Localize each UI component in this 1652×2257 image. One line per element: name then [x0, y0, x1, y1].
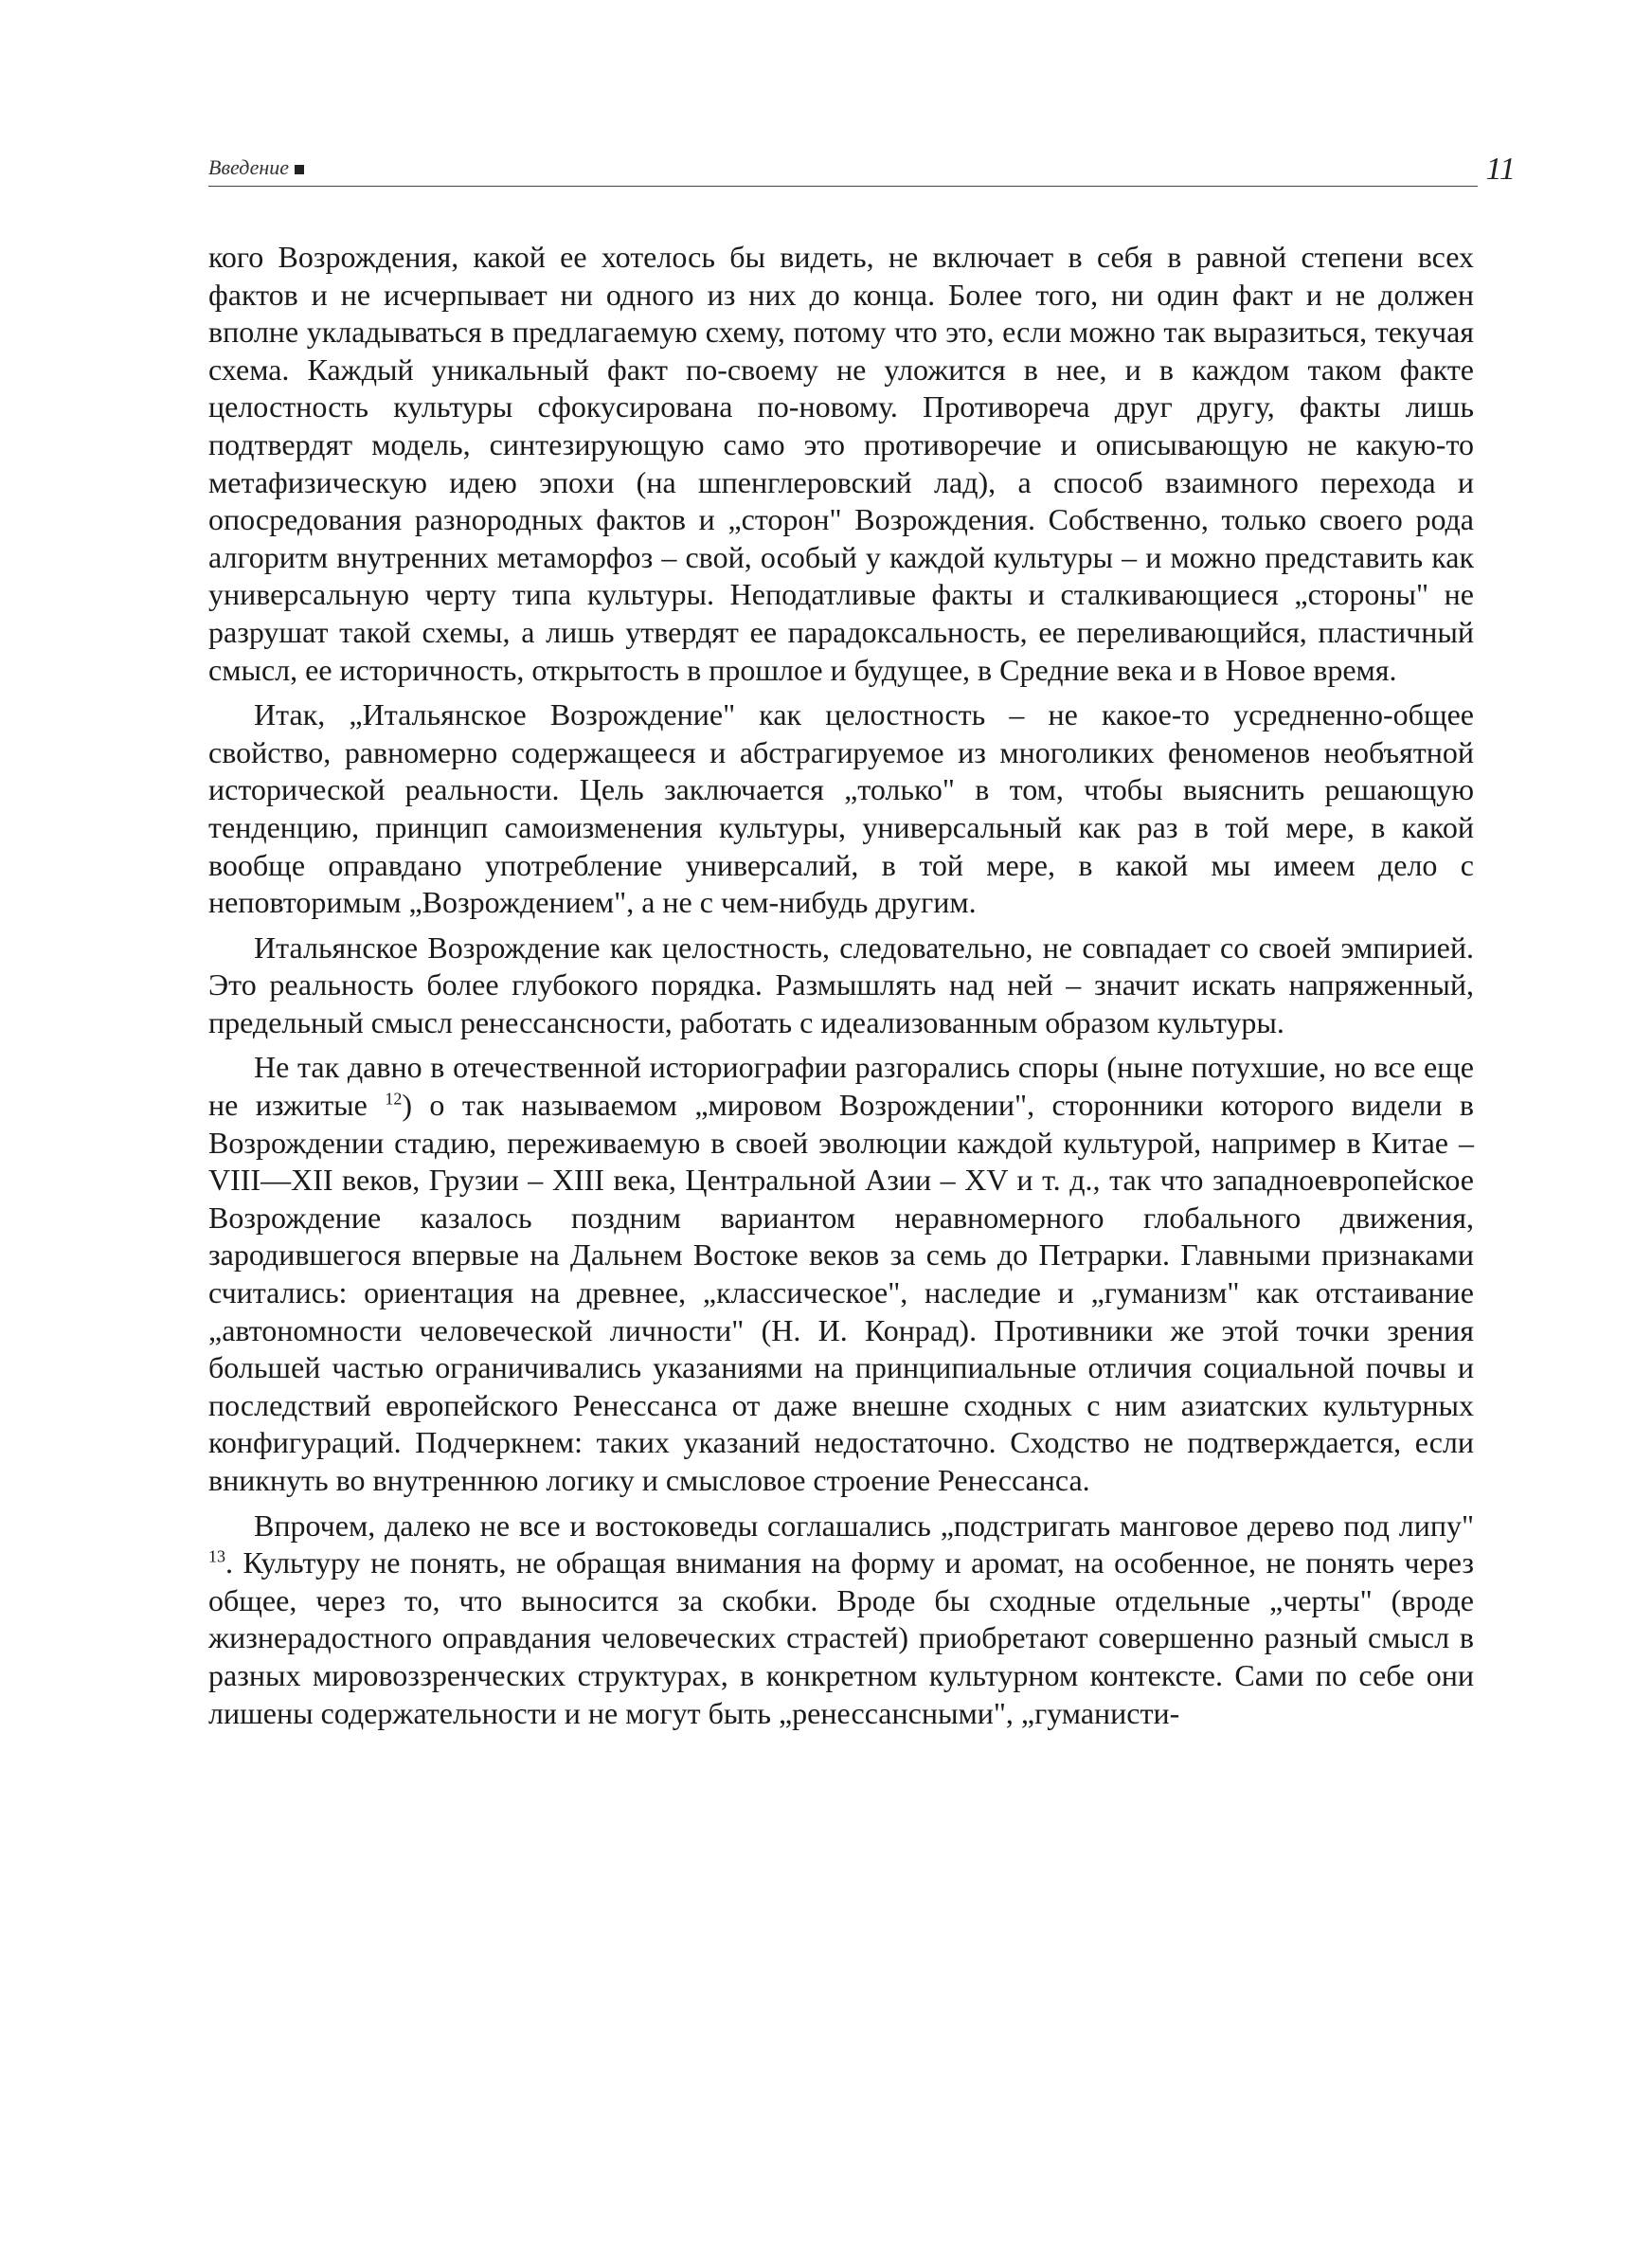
paragraph-4: [208, 1049, 1474, 1499]
square-bullet-icon: [295, 165, 304, 174]
section-title-text: Введение: [208, 155, 290, 179]
paragraph-1: кого Возрождения, какой ее хотелось бы видеть, не включает в себя в равной степени всех фактов и не исчерпывает ни одного из них до конца. Более того, ни один факт и не должен вполне укладываться в предлагаемую схему, потому что это, если можно так выразиться, текучая схема. Каждый уникальный факт по-своему не уложится в нее, и в каждом таком факте целостность культуры сфокусирована по-новому. Противореча друг другу, факты лишь подтвердят модель, синтезирующую само это противоречие и описывающую не какую-то метафизическую идею эпохи (на шпенглеровский лад), а способ взаимного перехода и опосредования разнородных фактов и „сторон" Возрождения. Собственно, только своего рода алгоритм внутренних метаморфоз – свой, особый у каждой культуры – и можно представить как универсальную черту типа культуры. Неподатливые факты и сталкивающиеся „стороны" не разрушат такой схемы, а лишь утвердят ее парадоксальность, ее переливающийся, пластичный смысл, ее историчность, открытость в прошлое и будущее, в Средние века и в Новое время.: [208, 240, 1474, 687]
section-title: [208, 155, 304, 180]
paragraph-4-text-a: Не так давно в отечественной историографии разгорались споры (ныне потухшие, но все еще не изжитые: [208, 1050, 1474, 1123]
paragraph-5-text-a: Впрочем, далеко не все и востоковеды соглашались „подстригать манговое дерево под липу": [254, 1508, 1474, 1543]
header-rule: [208, 186, 1478, 187]
paragraph-5: [208, 1508, 1474, 1733]
running-head: [208, 152, 1516, 191]
body-text: [208, 239, 1474, 1740]
paragraph-4-text-b: ) о так называемом „мировом Возрождении", сторонники которого видели в Возрождении стадию, переживаемую в своей эволюции каждой культурой, например в Китае – VIII—XII веков, Грузии – XIII века, Центральной Азии – XV и т. д., так что западноевропейское Возрождение казалось поздним вариантом неравномерного глобального движения, зародившегося впервые на Дальнем Востоке веков за семь до Петрарки. Главными признаками считались: ориентация на древнее, „классическое", наследие и „гуманизм" как отстаивание „автономности человеческой личности" (Н. И. Конрад). Противники же этой точки зрения большей частью ограничивались указаниями на принципиальные отличия социальной почвы и последствий европейского Ренессанса от даже внешне сходных с ним азиатских культурных конфигураций. Подчеркнем: таких указаний недостаточно. Сходство не подтверждается, если вникнуть во внутреннюю логику и смысловое строение Ренессанса.: [208, 1088, 1475, 1497]
page-number: 11: [1485, 152, 1516, 187]
paragraph-3: Итальянское Возрождение как целостность, следовательно, не совпадает со своей эмпирией. Это реальность более глубокого порядка. Размышлять над ней – значит искать напряженный, предельный смысл ренессансности, работать с идеализованным образом культуры.: [208, 930, 1474, 1039]
paragraph-2: Итак, „Итальянское Возрождение" как целостность – не какое-то усредненно-общее свойство, равномерно содержащееся и абстрагируемое из многоликих феноменов необъятной исторической реальности. Цель заключается „только" в том, чтобы выяснить решающую тенденцию, принцип самоизменения культуры, универсальный как раз в той мере, в какой вообще оправдано употребление универсалий, в той мере, в какой мы имеем дело с неповторимым „Возрождением", а не с чем-нибудь другим.: [208, 697, 1474, 920]
footnote-ref-12[interactable]: 12: [385, 1089, 403, 1109]
footnote-ref-13[interactable]: 13: [208, 1546, 225, 1566]
paragraph-5-text-b: . Культуру не понять, не обращая внимания на форму и аромат, на особенное, не понять через общее, через то, что выносится за скобки. Вроде бы сходные отдельные „черты" (вроде жизнерадостного оправдания человеческих страстей) приобретают совершенно разный смысл в разных мировоззренческих структурах, в конкретном культурном контексте. Сами по себе они лишены содержательности и не могут быть „ренессансными", „гуманисти-: [208, 1545, 1474, 1730]
